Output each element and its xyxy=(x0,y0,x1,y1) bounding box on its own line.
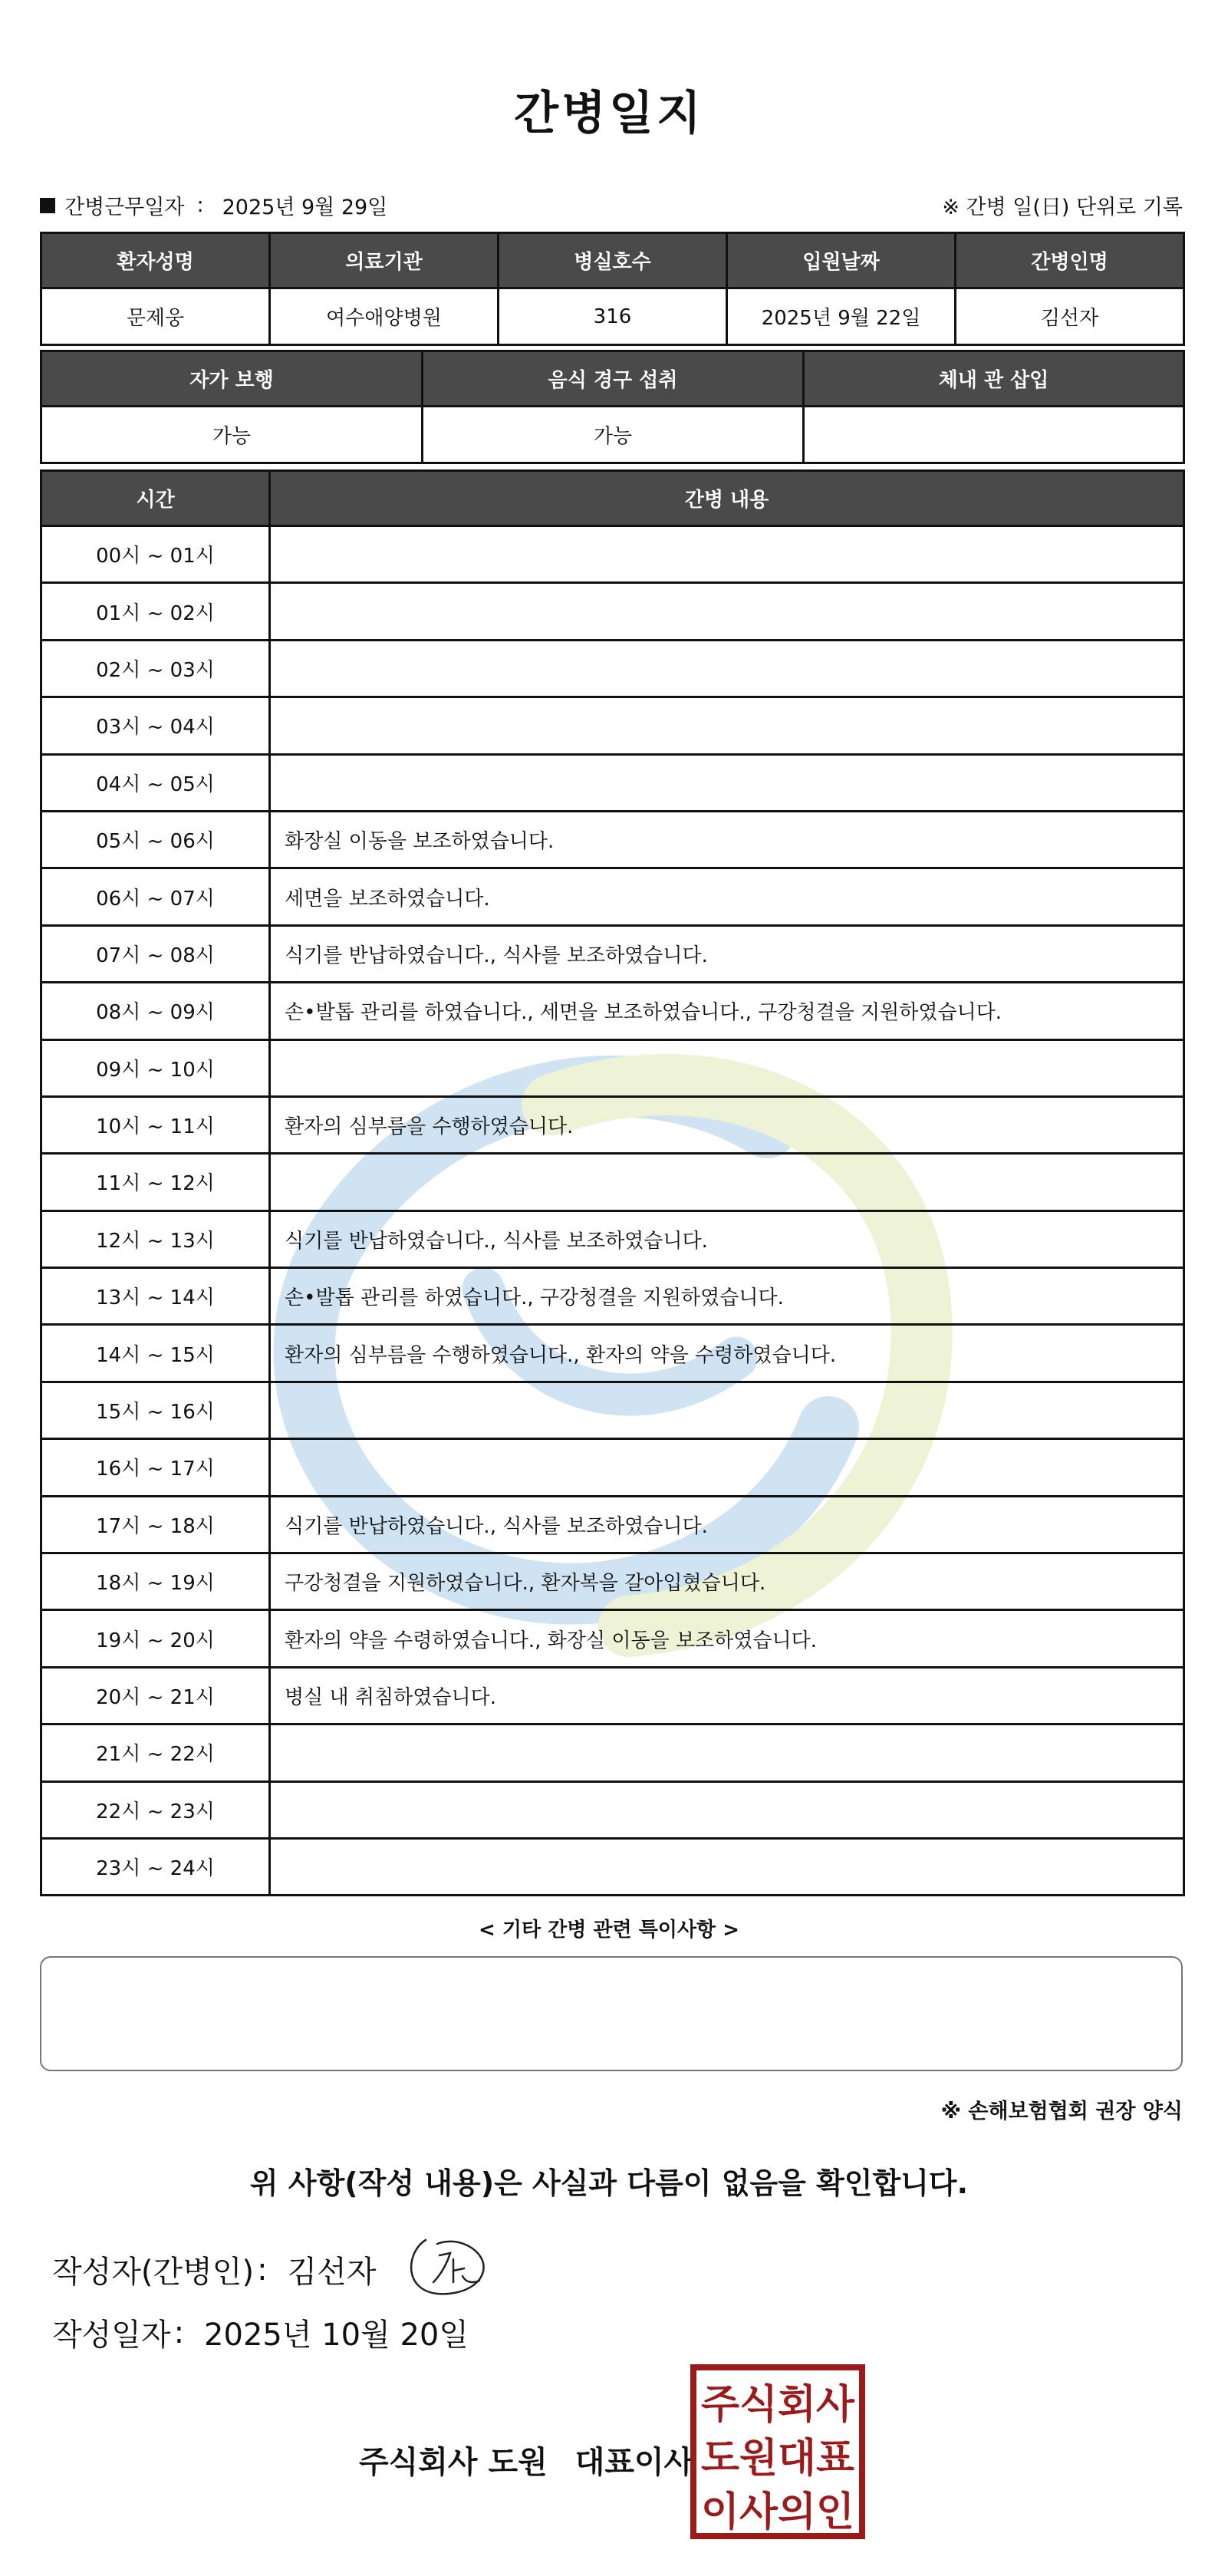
patient-info-table xyxy=(40,232,1185,346)
company-seal-stamp xyxy=(690,2364,865,2539)
log-content: 환자의 심부름을 수행하였습니다. xyxy=(270,1096,1184,1153)
writer-line xyxy=(52,2248,376,2291)
log-time: 07시 ~ 08시 xyxy=(41,925,270,982)
stamp-line-2: 도원대표 xyxy=(701,2436,854,2482)
header-tube-insertion: 체내 관 삽입 xyxy=(804,351,1184,407)
log-row xyxy=(41,1268,1184,1325)
writer-label: 작성자(간병인) xyxy=(52,2255,255,2290)
log-time: 22시 ~ 23시 xyxy=(41,1781,270,1838)
log-row xyxy=(41,1154,1184,1211)
log-row xyxy=(41,811,1184,868)
header-admission-date: 입원날짜 xyxy=(727,233,956,288)
log-time: 13시 ~ 14시 xyxy=(41,1268,270,1325)
special-notes-title: < 기타 간병 관련 특이사항 > xyxy=(479,1919,739,1942)
log-time: 11시 ~ 12시 xyxy=(41,1154,270,1211)
log-row xyxy=(41,1553,1184,1610)
square-bullet-icon xyxy=(40,198,55,213)
special-notes-box xyxy=(40,1956,1183,2071)
written-date-colon: : xyxy=(173,2314,185,2350)
header-hospital: 의료기관 xyxy=(270,233,499,288)
log-content xyxy=(270,1838,1184,1895)
page-title: 간병일지 xyxy=(514,87,704,140)
log-content xyxy=(270,1154,1184,1211)
log-content xyxy=(270,754,1184,811)
log-row xyxy=(41,925,1184,982)
written-date-label: 작성일자 xyxy=(52,2317,171,2353)
work-date-value: 2025년 9월 29일 xyxy=(222,196,388,219)
log-row xyxy=(41,583,1184,640)
log-time: 21시 ~ 22시 xyxy=(41,1724,270,1781)
log-time: 17시 ~ 18시 xyxy=(41,1496,270,1553)
log-row xyxy=(41,1667,1184,1724)
work-date-label: 간병근무일자 xyxy=(64,196,185,219)
log-content: 식기를 반납하였습니다., 식사를 보조하였습니다. xyxy=(270,925,1184,982)
header-oral-intake: 음식 경구 섭취 xyxy=(423,351,804,407)
self-walking-value: 가능 xyxy=(41,407,423,463)
header-self-walking: 자가 보행 xyxy=(41,351,423,407)
admission-date: 2025년 9월 22일 xyxy=(727,288,956,345)
work-date-colon: : xyxy=(196,193,204,217)
log-time: 03시 ~ 04시 xyxy=(41,697,270,754)
form-note: ※ 손해보험협회 권장 양식 xyxy=(940,2100,1183,2123)
log-time: 06시 ~ 07시 xyxy=(41,868,270,925)
log-time: 05시 ~ 06시 xyxy=(41,811,270,868)
signature-mark xyxy=(403,2228,495,2301)
log-row xyxy=(41,1838,1184,1895)
log-row xyxy=(41,1439,1184,1496)
log-content: 병실 내 취침하였습니다. xyxy=(270,1667,1184,1724)
log-content: 환자의 심부름을 수행하였습니다., 환자의 약을 수령하였습니다. xyxy=(270,1325,1184,1382)
header-caregiver: 간병인명 xyxy=(956,233,1184,288)
log-content xyxy=(270,1439,1184,1496)
work-date-line xyxy=(40,190,387,220)
log-row xyxy=(41,1039,1184,1096)
log-content xyxy=(270,583,1184,640)
log-row xyxy=(41,697,1184,754)
written-date-line xyxy=(52,2311,469,2354)
log-row xyxy=(41,1496,1184,1553)
log-time: 02시 ~ 03시 xyxy=(41,640,270,697)
patient-status-table xyxy=(40,350,1185,464)
caregiver-name: 김선자 xyxy=(956,288,1184,345)
log-content xyxy=(270,640,1184,697)
log-time: 04시 ~ 05시 xyxy=(41,754,270,811)
written-date-value: 2025년 10월 20일 xyxy=(204,2317,469,2353)
writer-name: 김선자 xyxy=(287,2255,377,2290)
log-time: 20시 ~ 21시 xyxy=(41,1667,270,1724)
header-care-content: 간병 내용 xyxy=(270,471,1184,526)
company-name: 주식회사 도원 xyxy=(359,2445,548,2480)
log-content: 식기를 반납하였습니다., 식사를 보조하였습니다. xyxy=(270,1496,1184,1553)
room-number: 316 xyxy=(499,288,727,345)
log-content: 환자의 약을 수령하였습니다., 화장실 이동을 보조하였습니다. xyxy=(270,1610,1184,1667)
log-content xyxy=(270,1039,1184,1096)
log-time: 10시 ~ 11시 xyxy=(41,1096,270,1153)
log-row xyxy=(41,1211,1184,1267)
log-row xyxy=(41,640,1184,697)
log-content: 구강청결을 지원하였습니다., 환자복을 갈아입혔습니다. xyxy=(270,1553,1184,1610)
log-content: 화장실 이동을 보조하였습니다. xyxy=(270,811,1184,868)
log-row xyxy=(41,1382,1184,1438)
log-content xyxy=(270,526,1184,583)
log-row xyxy=(41,1096,1184,1153)
log-row xyxy=(41,1724,1184,1781)
log-row xyxy=(41,754,1184,811)
stamp-line-1: 주식회사 xyxy=(701,2382,855,2428)
writer-colon: : xyxy=(257,2252,268,2288)
log-row xyxy=(41,1610,1184,1667)
log-time: 18시 ~ 19시 xyxy=(41,1553,270,1610)
log-row xyxy=(41,526,1184,583)
log-content xyxy=(270,1724,1184,1781)
patient-name: 문제웅 xyxy=(41,288,270,345)
log-row xyxy=(41,868,1184,925)
stamp-line-3: 이사의인 xyxy=(701,2489,854,2535)
log-content xyxy=(270,1781,1184,1838)
log-time: 08시 ~ 09시 xyxy=(41,983,270,1039)
log-row xyxy=(41,1781,1184,1838)
log-time: 01시 ~ 02시 xyxy=(41,583,270,640)
unit-note: ※ 간병 일(日) 단위로 기록 xyxy=(942,196,1183,219)
care-log-body xyxy=(41,526,1184,1896)
care-log-table xyxy=(40,469,1185,1896)
log-time: 15시 ~ 16시 xyxy=(41,1382,270,1438)
log-time: 19시 ~ 20시 xyxy=(41,1610,270,1667)
header-patient-name: 환자성명 xyxy=(41,233,270,288)
tube-insertion-value xyxy=(804,407,1184,463)
representative-title: 대표이사 xyxy=(574,2445,694,2480)
header-room: 병실호수 xyxy=(499,233,727,288)
log-time: 16시 ~ 17시 xyxy=(41,1439,270,1496)
log-row xyxy=(41,983,1184,1039)
log-row xyxy=(41,1325,1184,1382)
log-content: 손•발톱 관리를 하였습니다., 세면을 보조하였습니다., 구강청결을 지원하였습니다. xyxy=(270,983,1184,1039)
confirmation-text: 위 사항(작성 내용)은 사실과 다름이 없음을 확인합니다. xyxy=(249,2166,969,2200)
oral-intake-value: 가능 xyxy=(423,407,804,463)
log-time: 23시 ~ 24시 xyxy=(41,1838,270,1895)
log-content: 손•발톱 관리를 하였습니다., 구강청결을 지원하였습니다. xyxy=(270,1268,1184,1325)
log-content xyxy=(270,1382,1184,1438)
header-time: 시간 xyxy=(41,471,270,526)
log-content: 식기를 반납하였습니다., 식사를 보조하였습니다. xyxy=(270,1211,1184,1267)
log-content: 세면을 보조하였습니다. xyxy=(270,868,1184,925)
hospital-name: 여수애양병원 xyxy=(270,288,499,345)
log-time: 14시 ~ 15시 xyxy=(41,1325,270,1382)
log-time: 00시 ~ 01시 xyxy=(41,526,270,583)
company-line xyxy=(359,2438,693,2482)
log-content xyxy=(270,697,1184,754)
log-time: 09시 ~ 10시 xyxy=(41,1039,270,1096)
log-time: 12시 ~ 13시 xyxy=(41,1211,270,1267)
